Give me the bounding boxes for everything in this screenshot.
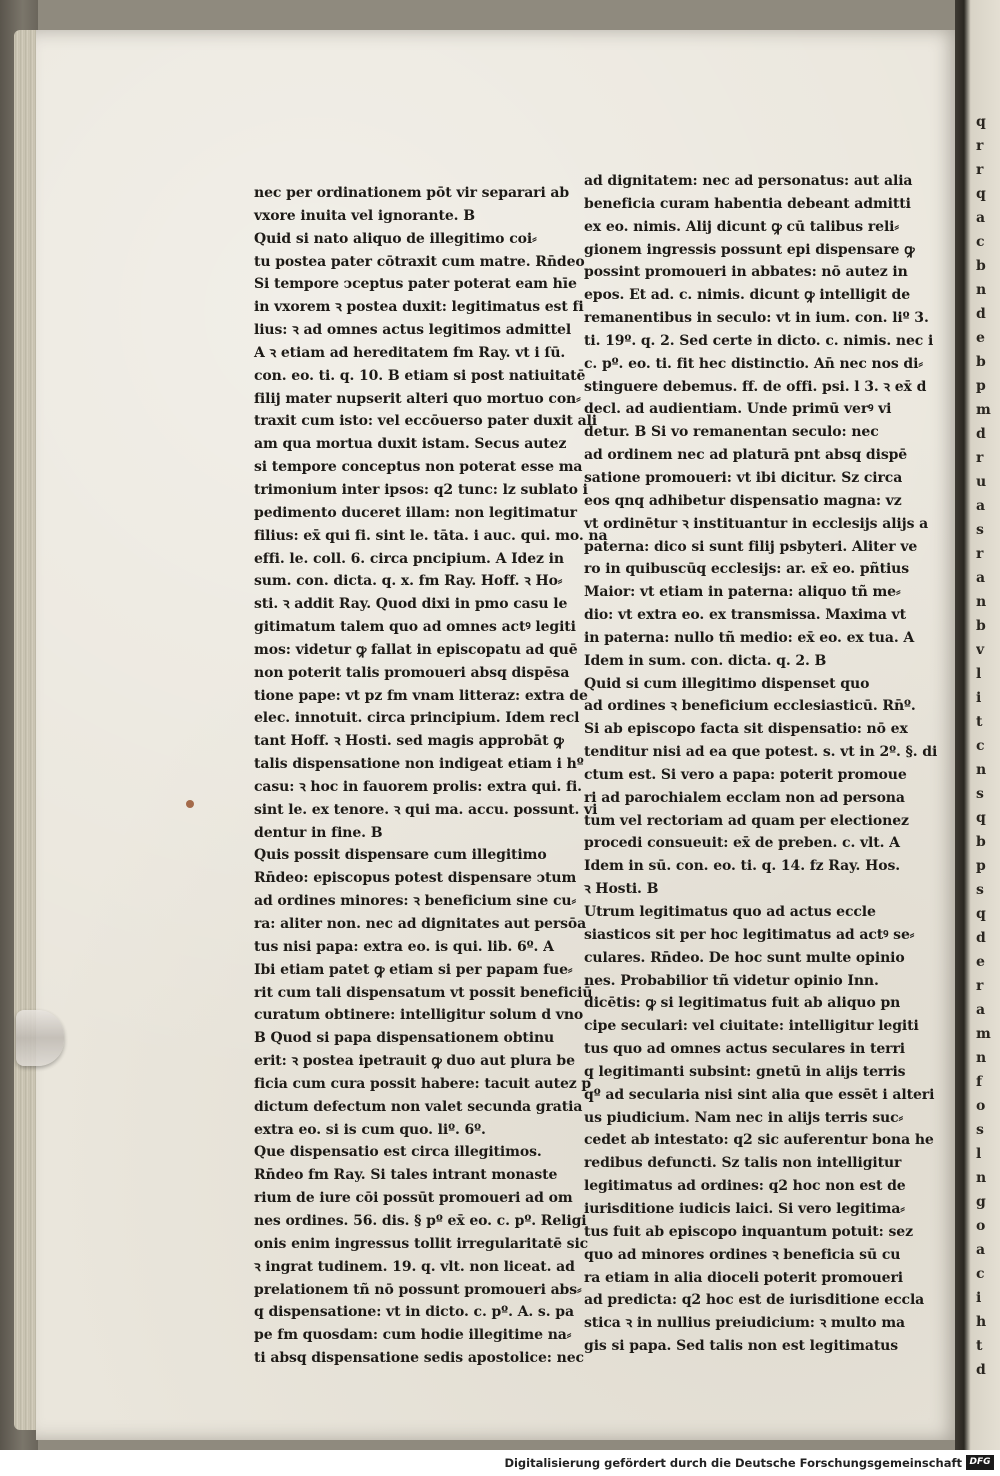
fragment-line: r: [976, 546, 984, 562]
text-column-right: [584, 170, 938, 1358]
text-line: vxore inuita vel ignorante. B: [254, 207, 475, 224]
text-line: ficia cum cura possit habere: tacuit autez p: [254, 1075, 592, 1092]
text-line: dentur in fine. B: [254, 824, 383, 841]
text-line: beneficia curam habentia debeant admitti: [584, 195, 911, 212]
fragment-line: n: [976, 1050, 987, 1066]
text-line: trimonium inter ipsos: q2 tunc: lz sublato i: [254, 481, 588, 498]
fragment-line: r: [976, 138, 984, 154]
text-line: detur. B Si vo remanentan seculo: nec: [584, 424, 879, 441]
fragment-line: m: [976, 1026, 991, 1042]
text-line: Quid si cum illegitimo dispenset quo: [584, 675, 870, 692]
fragment-line: l: [976, 666, 982, 682]
fragment-line: l: [976, 1146, 982, 1162]
fragment-line: d: [976, 930, 986, 946]
text-line: casu: ꝛ hoc in fauorem prolis: extra qui. fi.: [254, 778, 582, 795]
text-line: pe fm quosdam: cum hodie illegitime na⸗: [254, 1327, 572, 1344]
text-line: Rn̄deo fm Ray. Si tales intrant monaste: [254, 1167, 558, 1184]
text-line: ctum est. Si vero a papa: poterit promoue: [584, 766, 907, 783]
text-line: ro in quibuscūq ecclesijs: ar. ex̄ eo. pñtius: [584, 561, 910, 578]
fragment-line: d: [976, 426, 986, 442]
fragment-line: a: [976, 210, 986, 226]
text-column-left: [254, 182, 608, 1370]
text-line: satione promoueri: vt ibi dicitur. Sz circa: [584, 469, 903, 486]
text-line: ra etiam in alia dioceli poterit promoueri: [584, 1269, 903, 1286]
text-line: tus quo ad omnes actus seculares in terri: [584, 1041, 905, 1058]
text-line: ad ordines ꝛ beneficium ecclesiasticū. Rn̄º.: [584, 698, 916, 715]
text-line: stinguere debemus. ff. de offi. psi. l 3. ꝛ ex̄ d: [584, 378, 927, 395]
text-line: siasticos sit per hoc legitimatus ad actꝰ se⸗: [584, 926, 915, 943]
text-line: filij mater nupserit alteri quo mortuo con⸗: [254, 390, 581, 407]
text-line: effi. le. coll. 6. circa pncipium. A Idez in: [254, 550, 564, 567]
text-line: rium de iure cōi possūt promoueri ad om: [254, 1190, 573, 1207]
fragment-line: b: [976, 834, 986, 850]
fragment-line: d: [976, 1362, 986, 1378]
fragment-line: u: [976, 474, 987, 490]
text-line: procedi consueuit: ex̄ de preben. c. vlt. A: [584, 835, 900, 852]
text-line: redibus defuncti. Sz talis non intelligitur: [584, 1155, 902, 1172]
text-line: extra eo. si is cum quo. liº. 6º.: [254, 1121, 486, 1138]
fragment-line: n: [976, 282, 987, 298]
text-line: dictum defectum non valet secunda gratia: [254, 1098, 583, 1115]
fragment-line: s: [976, 882, 984, 898]
text-line: cedet ab intestato: q2 sic auferentur bona he: [584, 1132, 934, 1149]
fragment-line: q: [976, 810, 986, 826]
text-line: Si tempore ↄceptus pater poterat eam hīe: [254, 276, 577, 293]
text-line: sint le. ex tenore. ꝛ qui ma. accu. possunt. vi: [254, 801, 598, 818]
fragment-line: t: [976, 714, 983, 730]
text-line: ad predicta: q2 hoc est de iurisditione eccla: [584, 1292, 925, 1309]
text-line: us piudicium. Nam nec in alijs terris suc⸗: [584, 1109, 904, 1126]
text-line: onis enim ingressus tollit irregularitatē sic: [254, 1235, 589, 1252]
text-line: tenditur nisi ad ea que potest. s. vt in 2º. §. di: [584, 744, 938, 761]
text-line: traxit cum isto: vel eccōuerso pater duxit ali: [254, 413, 598, 430]
fragment-line: e: [976, 954, 985, 970]
fragment-line: b: [976, 618, 986, 634]
fragment-line: s: [976, 1122, 984, 1138]
fragment-line: c: [976, 1266, 985, 1282]
text-line: possint promoueri in abbates: nō autez in: [584, 264, 908, 281]
text-line: pedimento duceret illam: non legitimatur: [254, 504, 577, 521]
fragment-line: q: [976, 114, 986, 130]
adjacent-page-text: [976, 110, 1000, 1390]
fragment-line: m: [976, 402, 991, 418]
fragment-line: n: [976, 594, 987, 610]
text-line: non poterit talis promoueri absq dispēsa: [254, 664, 570, 681]
text-line: A ꝛ etiam ad hereditatem fm Ray. vt i ſū.: [254, 344, 566, 361]
text-line: curatum obtinere: intelligitur solum d vno: [254, 1007, 584, 1024]
text-line: q legitimanti subsint: gnetū in alijs terris: [584, 1063, 906, 1080]
text-line: paterna: dico si sunt filij psbyteri. Aliter ve: [584, 538, 918, 555]
text-line: stica ꝛ in nullius preiudicium: ꝛ multo ma: [584, 1315, 906, 1332]
text-line: tum vel rectoriam ad quam per electionez: [584, 812, 909, 829]
paper-stain: [186, 800, 194, 808]
text-line: Quid si nato aliquo de illegitimo coi⸗: [254, 230, 537, 247]
fragment-line: b: [976, 354, 986, 370]
text-line: gis si papa. Sed talis non est legitimatus: [584, 1338, 899, 1355]
fragment-line: b: [976, 258, 986, 274]
text-line: si tempore conceptus non poterat esse ma: [254, 459, 583, 476]
footer-bar: [0, 1450, 1000, 1476]
text-line: sti. ꝛ addit Ray. Quod dixi in pmo casu le: [254, 596, 568, 613]
text-line: tus fuit ab episcopo inquantum potuit: sez: [584, 1223, 913, 1240]
text-line: talis dispensatione non indigeat etiam i hº: [254, 756, 584, 773]
text-line: gitimatum talem quo ad omnes actꝰ legiti: [254, 619, 576, 636]
text-line: prelationem tñ nō possunt promoueri abs⸗: [254, 1281, 582, 1298]
text-line: Utrum legitimatus quo ad actus eccle: [584, 904, 876, 920]
fragment-line: e: [976, 330, 985, 346]
text-line: ꝛ Hosti. B: [584, 881, 659, 898]
text-line: nes ordines. 56. dis. § pº ex̄ eo. c. pº. Religi: [254, 1212, 587, 1229]
fragment-line: c: [976, 738, 985, 754]
fragment-line: o: [976, 1218, 986, 1234]
fragment-line: a: [976, 570, 986, 586]
fragment-line: g: [976, 1194, 986, 1210]
fragment-line: d: [976, 306, 986, 322]
text-line: c. pº. eo. ti. fit hec distinctio. An̄ nec nos di⸗: [584, 355, 923, 372]
text-line: q dispensatione: vt in dicto. c. pº. A. s. pa: [254, 1304, 574, 1321]
fragment-line: a: [976, 1002, 986, 1018]
dfg-logo: DFG: [966, 1455, 994, 1470]
text-line: ti absq dispensatione sedis apostolice: nec: [254, 1350, 584, 1367]
text-line: nes. Probabilior tñ videtur opinio Inn.: [584, 972, 879, 989]
text-line: Ibi etiam patet ꝙ etiam si per papam fue⸗: [254, 961, 573, 978]
fragment-line: r: [976, 162, 984, 178]
text-line: Idem in sum. con. dicta. q. 2. B: [584, 652, 827, 669]
text-line: cipe seculari: vel ciuitate: intelligitur legiti: [584, 1018, 919, 1035]
text-line: culares. Rn̄deo. De hoc sunt multe opinio: [584, 949, 905, 966]
text-line: in vxorem ꝛ postea duxit: legitimatus est fi: [254, 299, 584, 316]
page-clip: [16, 1010, 64, 1066]
text-line: vt ordinētur ꝛ instituantur in ecclesijs alijs a: [584, 515, 929, 532]
fragment-line: c: [976, 234, 985, 250]
text-line: erit: ꝛ postea ipetrauit ꝙ duo aut plura be: [254, 1053, 575, 1070]
text-line: remanentibus in seculo: vt in ium. con. liº 3.: [584, 310, 929, 327]
text-line: ra: aliter non. nec ad dignitates aut persōa: [254, 916, 587, 932]
text-line: dio: vt extra eo. ex transmissa. Maxima vt: [584, 607, 906, 624]
text-line: ri ad parochialem ecclam non ad persona: [584, 789, 905, 806]
text-line: legitimatus ad ordines: q2 hoc non est de: [584, 1178, 906, 1195]
fragment-line: s: [976, 786, 984, 802]
text-line: tione pape: vt pz fm vnam litteraz: extra de: [254, 687, 588, 704]
text-line: iurisditione iudicis laici. Si vero legitima⸗: [584, 1200, 905, 1217]
text-line: rit cum tali dispensatum vt possit beneficiū: [254, 984, 593, 1001]
fragment-line: r: [976, 978, 984, 994]
text-line: ꝛ ingrat tudinem. 19. q. vlt. non liceat. ad: [254, 1258, 575, 1275]
text-line: am qua mortua duxit istam. Secus autez: [254, 436, 567, 453]
fragment-line: n: [976, 762, 987, 778]
text-line: quo ad minores ordines ꝛ beneficia sū cu: [584, 1246, 901, 1263]
text-line: sum. con. dicta. q. x. fm Ray. Hoff. ꝛ Ho⸗: [254, 573, 563, 590]
text-line: dicētis: ꝙ si legitimatus fuit ab aliquo pn: [584, 995, 901, 1012]
text-line: ti. 19º. q. 2. Sed certe in dicto. c. nimis. nec i: [584, 332, 934, 349]
text-line: decl. ad audientiam. Unde primū verꝰ vi: [584, 401, 892, 418]
text-line: Idem in sū. con. eo. ti. q. 14. fz Ray. Hos.: [584, 858, 901, 875]
fragment-line: n: [976, 1170, 987, 1186]
text-line: elec. innotuit. circa principium. Idem recl: [254, 710, 580, 727]
text-line: ad dignitatem: nec ad personatus: aut alia: [584, 173, 913, 189]
fragment-line: p: [976, 858, 986, 874]
fragment-line: r: [976, 450, 984, 466]
text-line: eos qnq adhibetur dispensatio magna: vz: [584, 492, 902, 509]
text-line: ad ordines minores: ꝛ beneficium sine cu⸗: [254, 893, 577, 910]
text-line: qº ad secularia nisi sint alia que essēt i alteri: [584, 1086, 935, 1103]
text-line: gionem ingressis possunt epi dispensare ꝙ: [584, 241, 915, 258]
fragment-line: q: [976, 186, 986, 202]
text-line: filius: ex̄ qui fi. sint le. tāta. i auc. qui. mo. na: [254, 527, 608, 544]
text-line: Rn̄deo: episcopus potest dispensare ↄtum: [254, 870, 577, 887]
text-line: in paterna: nullo tñ medio: ex̄ eo. ex tua. A: [584, 629, 915, 646]
fragment-line: h: [976, 1314, 987, 1330]
fragment-line: i: [976, 690, 982, 706]
fragment-line: i: [976, 1290, 982, 1306]
text-line: tu postea pater cōtraxit cum matre. Rn̄deo: [254, 253, 585, 270]
fragment-line: a: [976, 498, 986, 514]
fragment-line: v: [976, 642, 985, 658]
text-line: mos: videtur ꝙ fallat in episcopatu ad quē: [254, 641, 578, 658]
text-line: Quis possit dispensare cum illegitimo: [254, 847, 547, 864]
fragment-line: f: [976, 1074, 983, 1090]
text-line: tus nisi papa: extra eo. is qui. lib. 6º. A: [254, 938, 554, 955]
fragment-line: a: [976, 1242, 986, 1258]
fragment-line: t: [976, 1338, 983, 1354]
text-line: tant Hoff. ꝛ Hosti. sed magis approbāt ꝙ: [254, 733, 564, 750]
text-line: Que dispensatio est circa illegitimos.: [254, 1144, 542, 1161]
fragment-line: q: [976, 906, 986, 922]
text-line: Maior: vt etiam in paterna: aliquo tñ me⸗: [584, 584, 901, 601]
text-line: ex eo. nimis. Alij dicunt ꝙ cū talibus reli⸗: [584, 218, 899, 235]
text-line: con. eo. ti. q. 10. B etiam si post natiuitatē: [254, 367, 586, 384]
text-line: lius: ꝛ ad omnes actus legitimos admittel: [254, 322, 572, 339]
footer-credit: Digitalisierung gefördert durch die Deutsche Forschungsgemeinschaft: [504, 1456, 962, 1470]
fragment-line: o: [976, 1098, 986, 1114]
text-line: Si ab episcopo facta sit dispensatio: nō ex: [584, 721, 908, 738]
text-line: B Quod si papa dispensationem obtinu: [254, 1030, 555, 1047]
fragment-line: s: [976, 522, 984, 538]
text-line: epos. Et ad. c. nimis. dicunt ꝙ intelligit de: [584, 287, 911, 304]
text-line: ad ordinem nec ad platurā pnt absq dispē: [584, 447, 908, 464]
text-line: nec per ordinationem pōt vir separari ab: [254, 185, 570, 201]
fragment-line: p: [976, 378, 986, 394]
